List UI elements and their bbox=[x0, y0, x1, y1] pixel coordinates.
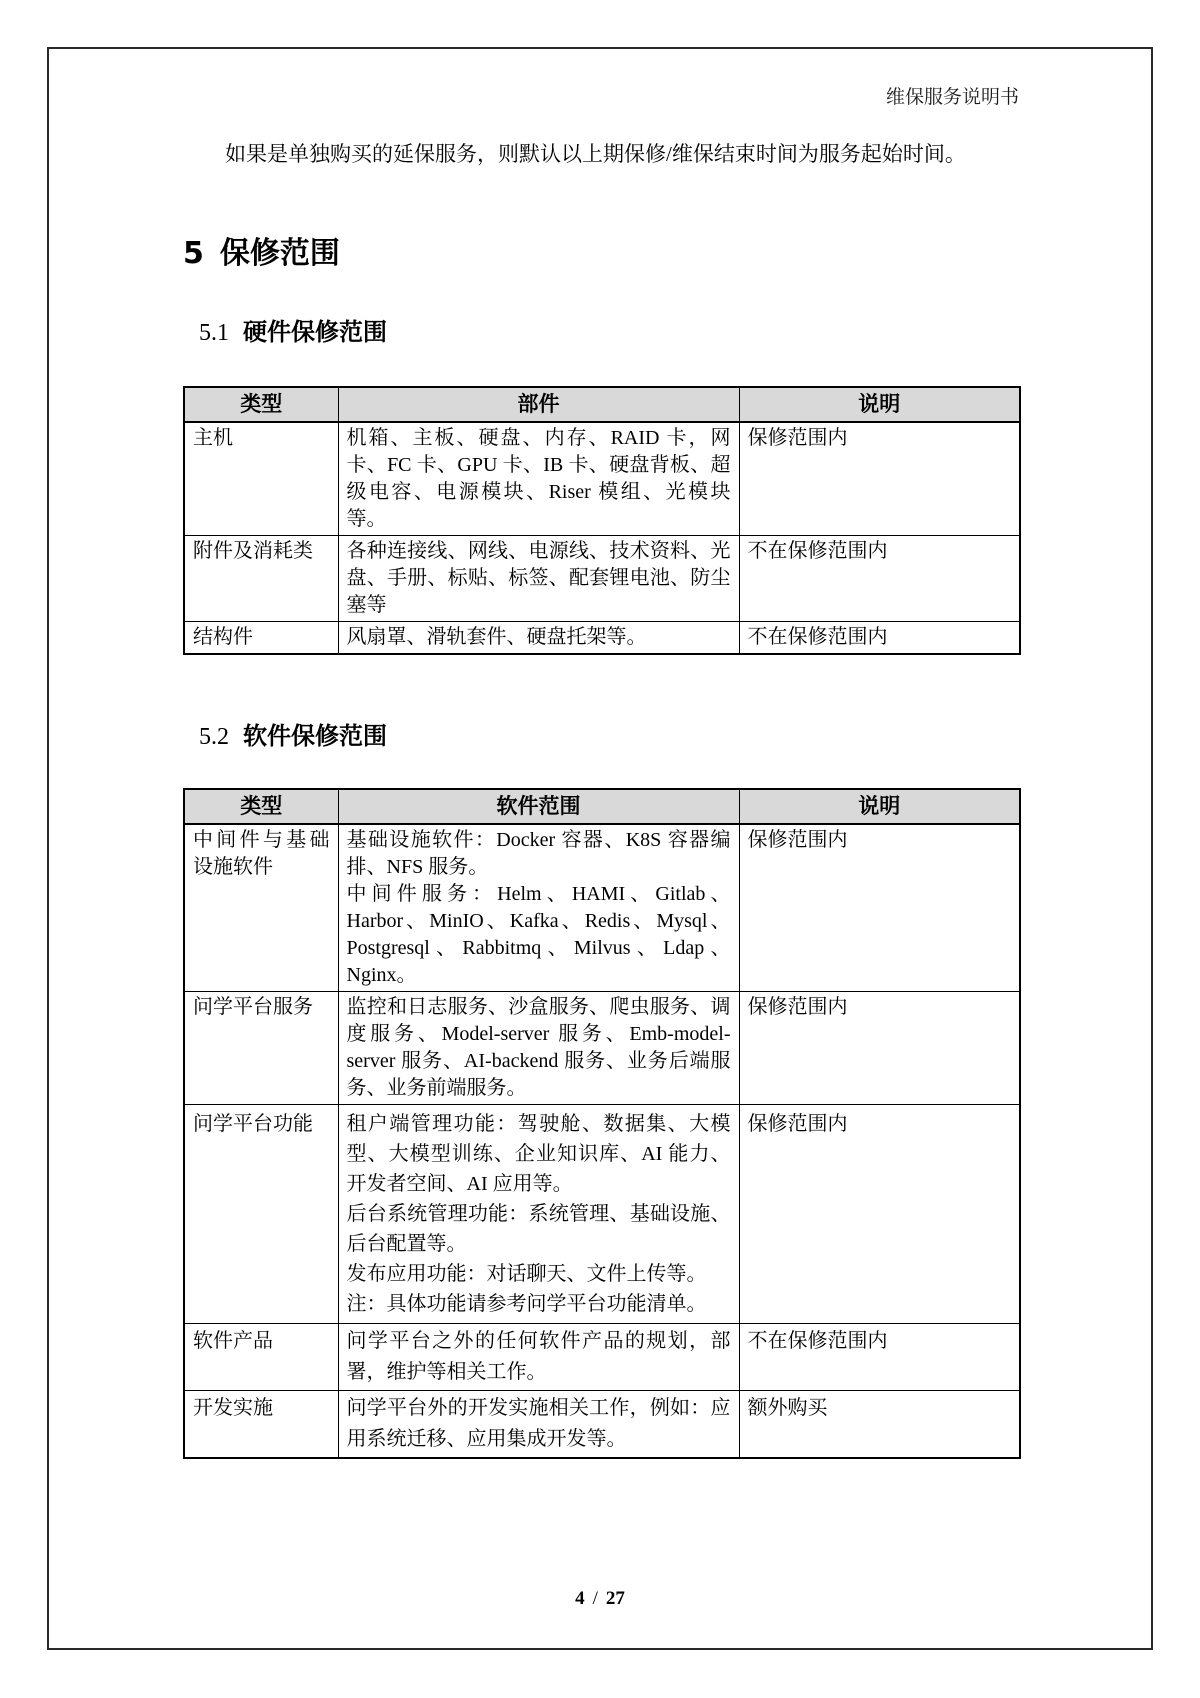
table-row bbox=[184, 1324, 1020, 1391]
doc-header-title: 维保服务说明书 bbox=[885, 87, 1019, 108]
scope-line: 后台系统管理功能：系统管理、基础设施、后台配置等。 bbox=[346, 1203, 731, 1255]
type-cell: 中间件与基础设施软件 bbox=[184, 824, 338, 992]
table-header-row bbox=[184, 789, 1020, 824]
scope-line: 租户端管理功能：驾驶舱、数据集、大模型、大模型训练、企业知识库、AI 能力、开发者空间、AI 应用等。 bbox=[346, 1113, 731, 1195]
scope-cell bbox=[338, 622, 739, 655]
table-row bbox=[184, 1391, 1020, 1459]
scope-cell bbox=[338, 824, 739, 992]
table-header-cell: 说明 bbox=[739, 789, 1020, 824]
note-cell: 保修范围内 bbox=[739, 422, 1020, 536]
page-content bbox=[183, 85, 1019, 1459]
section-heading-software bbox=[199, 719, 1019, 754]
page-footer bbox=[49, 1588, 1151, 1610]
table-header-cell: 类型 bbox=[184, 789, 338, 824]
scope-line: 问学平台外的开发实施相关工作，例如：应用系统迁移、应用集成开发等。 bbox=[346, 1397, 731, 1450]
section-title: 软件保修范围 bbox=[243, 722, 387, 750]
scope-cell bbox=[338, 992, 739, 1105]
scope-line: 注：具体功能请参考问学平台功能清单。 bbox=[346, 1293, 707, 1315]
intro-paragraph: 如果是单独购买的延保服务，则默认以上期保修/维保结束时间为服务起始时间。 bbox=[225, 142, 966, 166]
table-row bbox=[184, 1105, 1020, 1324]
section-number: 5.2 bbox=[199, 724, 229, 750]
scope-line: 问学平台之外的任何软件产品的规划，部署，维护等相关工作。 bbox=[346, 1330, 731, 1383]
type-cell: 开发实施 bbox=[184, 1391, 338, 1459]
table-header-row bbox=[184, 387, 1020, 422]
table-row bbox=[184, 422, 1020, 536]
scope-cell bbox=[338, 1324, 739, 1391]
table-row bbox=[184, 992, 1020, 1105]
page-number-current: 4 bbox=[575, 1588, 585, 1609]
table-row bbox=[184, 824, 1020, 992]
page-number-total: 27 bbox=[605, 1588, 625, 1609]
section-title: 硬件保修范围 bbox=[243, 318, 387, 346]
scope-line: 中间件服务：Helm、HAMI、Gitlab、Harbor、MinIO、Kafka、Redis、Mysql、Postgresql、Rabbitmq、Milvus、Ldap、Nginx。 bbox=[346, 883, 731, 986]
hardware-warranty-table bbox=[183, 386, 1021, 655]
note-cell: 保修范围内 bbox=[739, 992, 1020, 1105]
note-cell: 额外购买 bbox=[739, 1391, 1020, 1459]
note-cell: 不在保修范围内 bbox=[739, 536, 1020, 622]
software-warranty-table bbox=[183, 788, 1021, 1459]
section-number: 5 bbox=[183, 236, 204, 271]
table-header-cell: 部件 bbox=[338, 387, 739, 422]
page-number-separator: / bbox=[592, 1588, 598, 1609]
table-row bbox=[184, 622, 1020, 655]
table-header-row bbox=[184, 789, 1020, 824]
note-cell: 不在保修范围内 bbox=[739, 1324, 1020, 1391]
section-heading-warranty-scope bbox=[183, 233, 1019, 275]
scope-line: 基础设施软件：Docker 容器、K8S 容器编排、NFS 服务。 bbox=[346, 829, 731, 878]
note-cell: 保修范围内 bbox=[739, 1105, 1020, 1324]
section-heading-hardware bbox=[199, 315, 1019, 350]
note-cell: 保修范围内 bbox=[739, 824, 1020, 992]
type-cell: 结构件 bbox=[184, 622, 338, 655]
type-cell: 问学平台服务 bbox=[184, 992, 338, 1105]
table-header-cell: 说明 bbox=[739, 387, 1020, 422]
scope-cell bbox=[338, 422, 739, 536]
scope-cell bbox=[338, 1105, 739, 1324]
type-cell: 主机 bbox=[184, 422, 338, 536]
section-number: 5.1 bbox=[199, 320, 229, 346]
table-header-cell: 类型 bbox=[184, 387, 338, 422]
type-cell: 附件及消耗类 bbox=[184, 536, 338, 622]
page-frame bbox=[47, 47, 1153, 1650]
note-cell: 不在保修范围内 bbox=[739, 622, 1020, 655]
scope-line: 风扇罩、滑轨套件、硬盘托架等。 bbox=[346, 626, 647, 648]
table-header-row bbox=[184, 387, 1020, 422]
scope-line: 机箱、主板、硬盘、内存、RAID 卡，网卡、FC 卡、GPU 卡、IB 卡、硬盘背板、超级电容、电源模块、Riser 模组、光模块等。 bbox=[346, 427, 731, 530]
scope-cell bbox=[338, 536, 739, 622]
type-cell: 软件产品 bbox=[184, 1324, 338, 1391]
type-cell: 问学平台功能 bbox=[184, 1105, 338, 1324]
scope-cell bbox=[338, 1391, 739, 1459]
scope-line: 各种连接线、网线、电源线、技术资料、光盘、手册、标贴、标签、配套锂电池、防尘塞等 bbox=[346, 540, 731, 616]
table-row bbox=[184, 536, 1020, 622]
scope-line: 监控和日志服务、沙盒服务、爬虫服务、调度服务、Model-server 服务、Emb-model-server 服务、AI-backend 服务、业务后端服务、业务前端服务。 bbox=[346, 996, 731, 1099]
table-header-cell: 软件范围 bbox=[338, 789, 739, 824]
section-title: 保修范围 bbox=[219, 236, 340, 271]
scope-line: 发布应用功能：对话聊天、文件上传等。 bbox=[346, 1263, 707, 1285]
